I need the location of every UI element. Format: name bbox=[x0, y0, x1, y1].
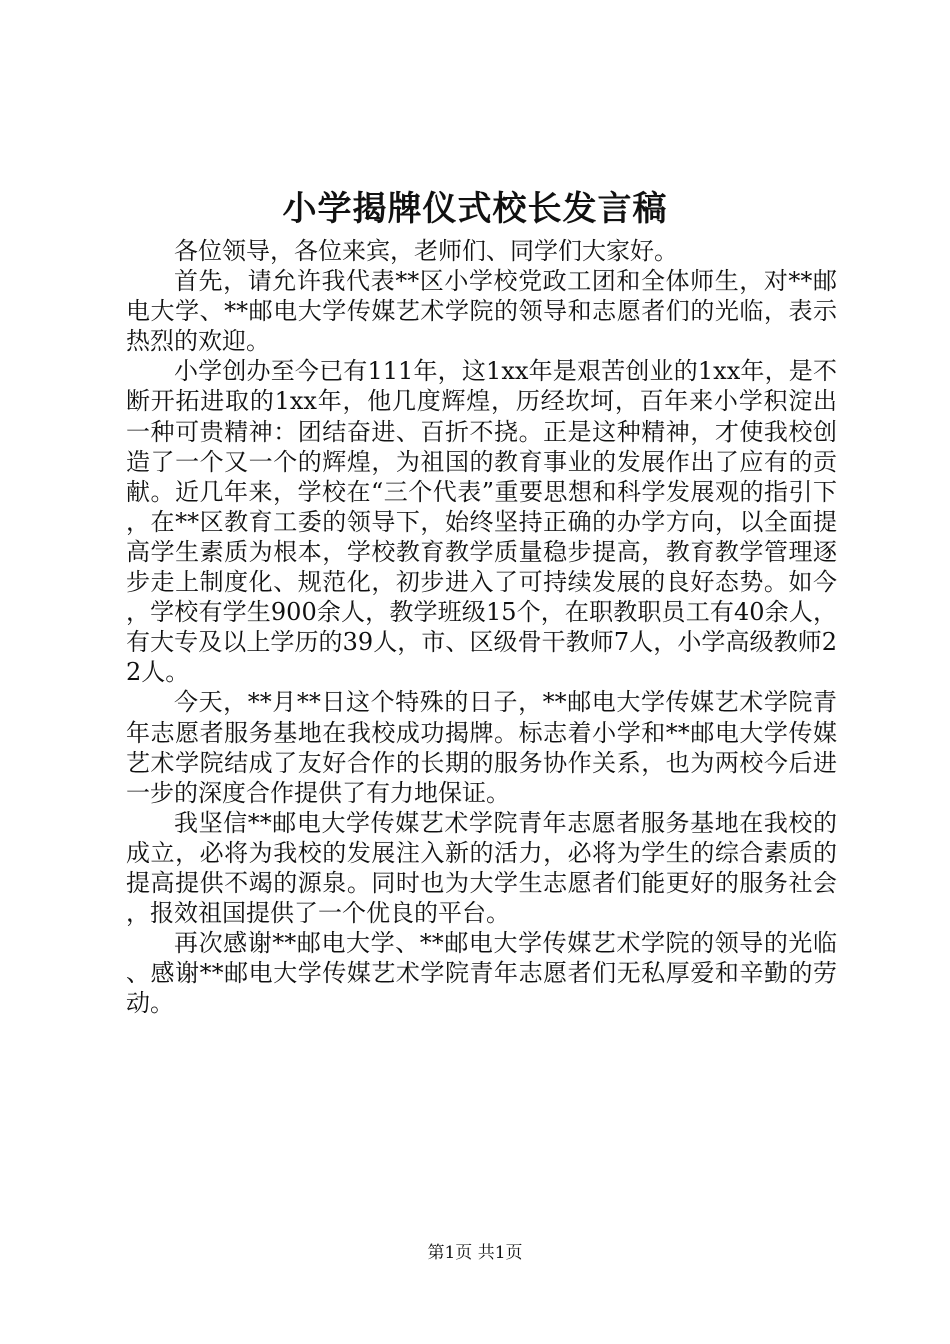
paragraph-greeting: 各位领导，各位来宾，老师们、同学们大家好。 bbox=[174, 237, 678, 265]
document-title: 小学揭牌仪式校长发言稿 bbox=[282, 189, 668, 229]
paragraph-unveiling: 今天，**月**日这个特殊的日子，**邮电大学传媒艺术学院青年志愿者服务基地在我校成功揭牌。标志着小学和**邮电大学传媒艺术学院结成了友好合作的长期的服务协作关系，也为两校今后进一步的深度合作提供了有力地保证。 bbox=[126, 688, 837, 807]
document-body bbox=[126, 236, 837, 1018]
page-number-footer: 第1页 共1页 bbox=[427, 1243, 523, 1263]
paragraph-welcome: 首先，请允许我代表**区小学校党政工团和全体师生，对**邮电大学、**邮电大学传媒艺术学院的领导和志愿者们的光临，表示热烈的欢迎。 bbox=[126, 267, 837, 356]
paragraph-belief: 我坚信**邮电大学传媒艺术学院青年志愿者服务基地在我校的成立，必将为我校的发展注入新的活力，必将为学生的综合素质的提高提供不竭的源泉。同时也为大学生志愿者们能更好的服务社会，报效祖国提供了一个优良的平台。 bbox=[126, 808, 837, 928]
paragraph-school-history: 小学创办至今已有111年，这1xx年是艰苦创业的1xx年，是不断开拓进取的1xx年，他几度辉煌，历经坎坷，百年来小学积淀出一种可贵精神：团结奋进、百折不挠。正是这种精神，才使我校创造了一个又一个的辉煌，为祖国的教育事业的发展作出了应有的贡献。近几年来，学校在“三个代表”重要思想和科学发展观的指引下，在**区教育工委的领导下，始终坚持正确的办学方向，以全面提高学生素质为根本，学校教育教学质量稳步提高，教育教学管理逐步走上制度化、规范化，初步进入了可持续发展的良好态势。如今，学校有学生900余人，教学班级15个，在职教职员工有40余人，有大专及以上学历的39人，市、区级骨干教师7人，小学高级教师22人。 bbox=[126, 357, 837, 687]
paragraph-thanks: 再次感谢**邮电大学、**邮电大学传媒艺术学院的领导的光临、感谢**邮电大学传媒艺术学院青年志愿者们无私厚爱和辛勤的劳动。 bbox=[126, 929, 837, 1018]
